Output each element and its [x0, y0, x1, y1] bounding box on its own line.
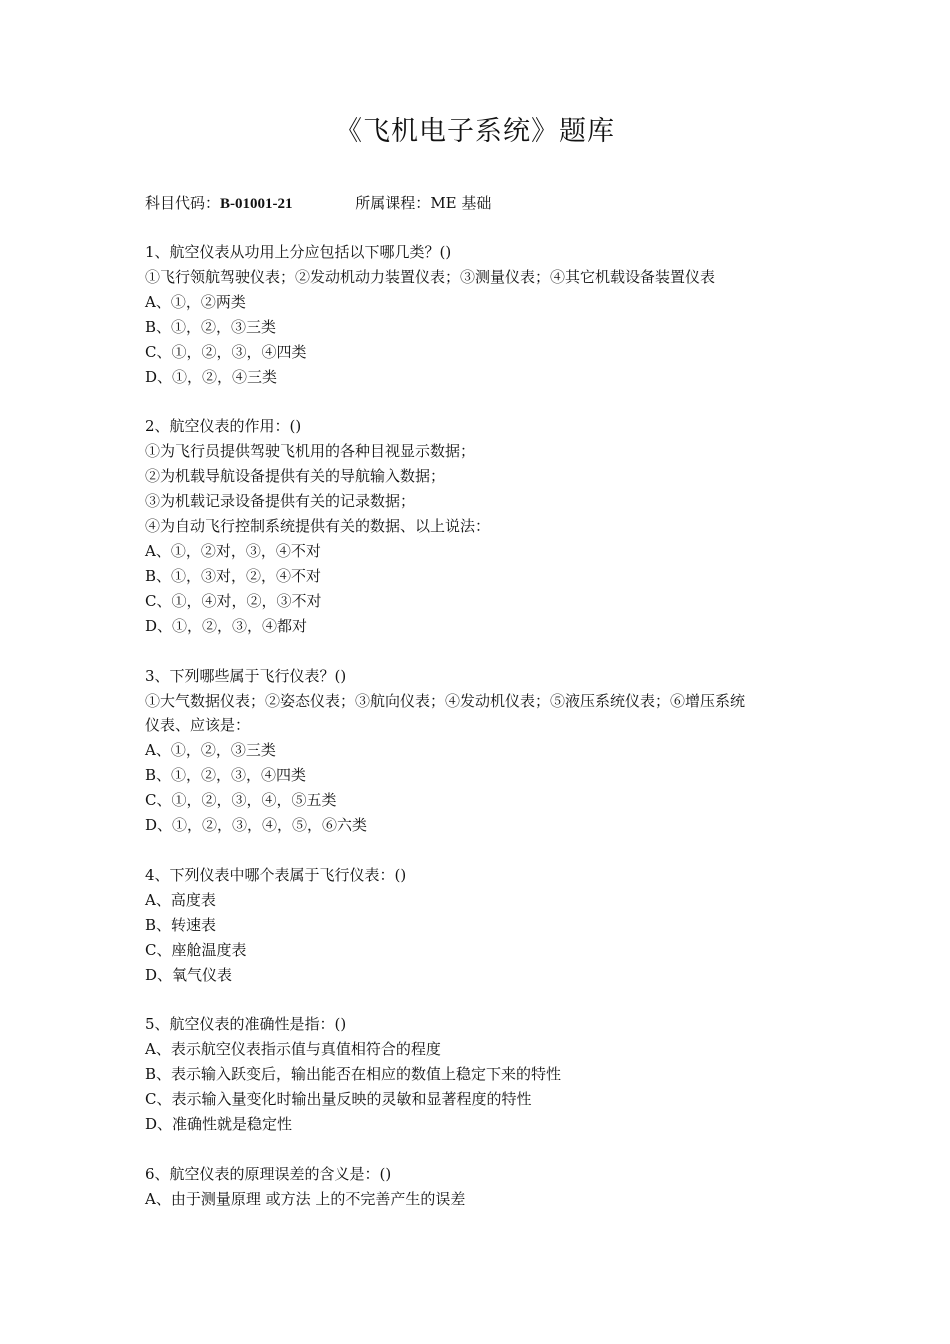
answer-option: D、①，②，④三类: [145, 367, 278, 386]
answer-option: A、表示航空仪表指示值与真值相符合的程度: [145, 1040, 441, 1059]
question-block: [145, 1012, 820, 1137]
answer-option: B、①，②，③三类: [145, 317, 277, 336]
question-statement: ④为自动飞行控制系统提供有关的数据、以上说法：: [145, 517, 491, 536]
answer-option: D、①，②，③，④，⑤，⑥六类: [145, 816, 368, 835]
answer-option: B、转速表: [145, 915, 217, 934]
answer-option: A、①，②，③三类: [145, 741, 276, 760]
question-stem: 2、航空仪表的作用：(): [145, 417, 302, 436]
answer-option: A、由于测量原理 或方法 上的不完善产生的误差: [145, 1189, 466, 1208]
answer-option: C、表示输入量变化时输出量反映的灵敏和显著程度的特性: [145, 1090, 532, 1109]
question-statement: 仪表、应该是：: [145, 716, 251, 735]
answer-option: B、①，②，③，④四类: [145, 766, 307, 785]
question-block: [145, 863, 820, 988]
question-statement: ①大气数据仪表；②姿态仪表；③航向仪表；④发动机仪表；⑤液压系统仪表；⑥增压系统: [145, 691, 746, 710]
answer-option: D、准确性就是稳定性: [145, 1115, 293, 1134]
course-value: ME 基础: [430, 194, 492, 212]
course-label: 所属课程：: [355, 194, 431, 212]
answer-option: B、表示输入跃变后，输出能否在相应的数值上稳定下来的特性: [145, 1065, 562, 1084]
question-statement: ③为机载记录设备提供有关的记录数据；: [145, 492, 416, 511]
document-title: 《飞机电子系统》题库: [335, 116, 615, 147]
question-block: [145, 414, 820, 638]
question-statement: ①为飞行员提供驾驶飞机用的各种目视显示数据；: [145, 442, 476, 461]
question-stem: 3、下列哪些属于飞行仪表？(): [145, 666, 347, 685]
question-block: [145, 1162, 820, 1212]
answer-option: C、①，②，③，④四类: [145, 342, 307, 361]
answer-option: A、①，②两类: [145, 292, 246, 311]
subject-code-label: 科目代码：: [145, 194, 221, 212]
question-block: [145, 664, 820, 838]
question-stem: 1、航空仪表从功用上分应包括以下哪几类？(): [145, 243, 452, 261]
answer-option: A、高度表: [145, 890, 216, 909]
question-statement: ①飞行领航驾驶仪表；②发动机动力装置仪表；③测量仪表；④其它机载设备装置仪表: [145, 267, 716, 286]
question-stem: 4、下列仪表中哪个表属于飞行仪表：(): [145, 865, 407, 884]
answer-option: A、①，②对，③，④不对: [145, 541, 321, 560]
question-stem: 6、航空仪表的原理误差的含义是：(): [145, 1165, 392, 1183]
question-block: [145, 240, 820, 389]
answer-option: B、①，③对，②，④不对: [145, 566, 322, 585]
answer-option: C、①，②，③，④，⑤五类: [145, 791, 337, 810]
answer-option: C、座舱温度表: [145, 940, 247, 959]
answer-option: D、①，②，③，④都对: [145, 616, 308, 635]
answer-option: D、氧气仪表: [145, 965, 233, 984]
subject-info: [145, 191, 491, 216]
answer-option: C、①，④对，②，③不对: [145, 591, 322, 610]
question-stem: 5、航空仪表的准确性是指：(): [145, 1015, 347, 1034]
question-list: [145, 240, 820, 1237]
subject-code-value: B-01001-21: [220, 196, 293, 212]
question-statement: ②为机载导航设备提供有关的导航输入数据；: [145, 467, 446, 486]
